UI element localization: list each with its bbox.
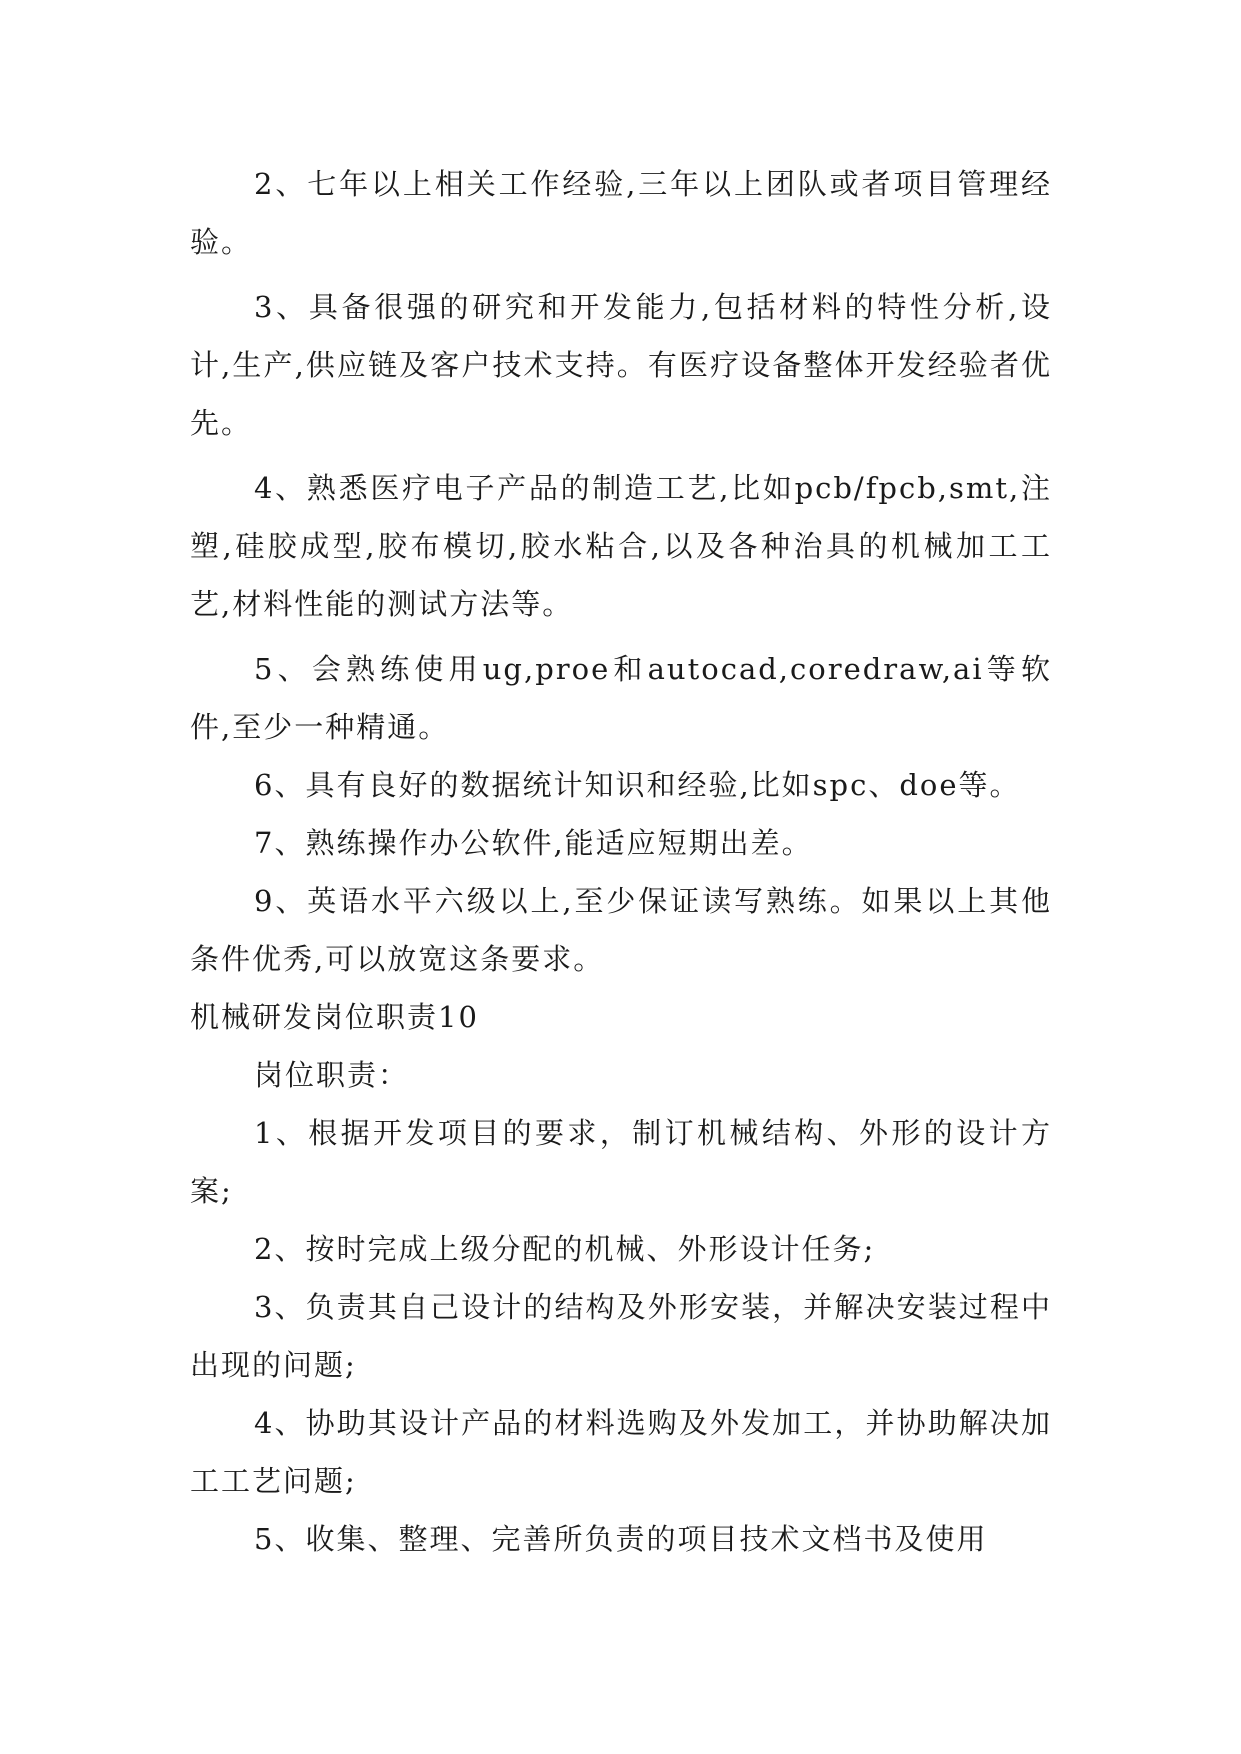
duty-item-3: 3、负责其自己设计的结构及外形安装，并解决安装过程中出现的问题; xyxy=(190,1290,1052,1382)
duty-item-2: 2、按时完成上级分配的机械、外形设计任务; xyxy=(254,1232,876,1266)
requirement-item-6: 6、具有良好的数据统计知识和经验,比如spc、doe等。 xyxy=(254,768,1021,802)
duty-item-1: 1、根据开发项目的要求，制订机械结构、外形的设计方案; xyxy=(190,1116,1052,1208)
duty-item-5: 5、收集、整理、完善所负责的项目技术文档书及使用 xyxy=(254,1522,988,1556)
duty-item-4: 4、协助其设计产品的材料选购及外发加工，并协助解决加工工艺问题; xyxy=(190,1406,1052,1498)
requirement-item-2: 2、七年以上相关工作经验,三年以上团队或者项目管理经验。 xyxy=(190,167,1052,259)
section-subtitle: 岗位职责： xyxy=(254,1058,410,1092)
requirement-item-7: 7、熟练操作办公软件,能适应短期出差。 xyxy=(254,826,813,860)
document-body xyxy=(190,155,1052,1568)
requirement-item-4: 4、熟悉医疗电子产品的制造工艺,比如pcb/fpcb,smt,注塑,硅胶成型,胶布模切,胶水粘合,以及各种治具的机械加工工艺,材料性能的测试方法等。 xyxy=(190,471,1052,621)
section-title: 机械研发岗位职责10 xyxy=(190,1000,479,1034)
requirement-item-9: 9、英语水平六级以上,至少保证读写熟练。如果以上其他条件优秀,可以放宽这条要求。 xyxy=(190,884,1052,976)
requirement-item-5: 5、会熟练使用ug,proe和autocad,coredraw,ai等软件,至少一种精通。 xyxy=(190,652,1052,744)
requirement-item-3: 3、具备很强的研究和开发能力,包括材料的特性分析,设计,生产,供应链及客户技术支持。有医疗设备整体开发经验者优先。 xyxy=(190,290,1052,440)
